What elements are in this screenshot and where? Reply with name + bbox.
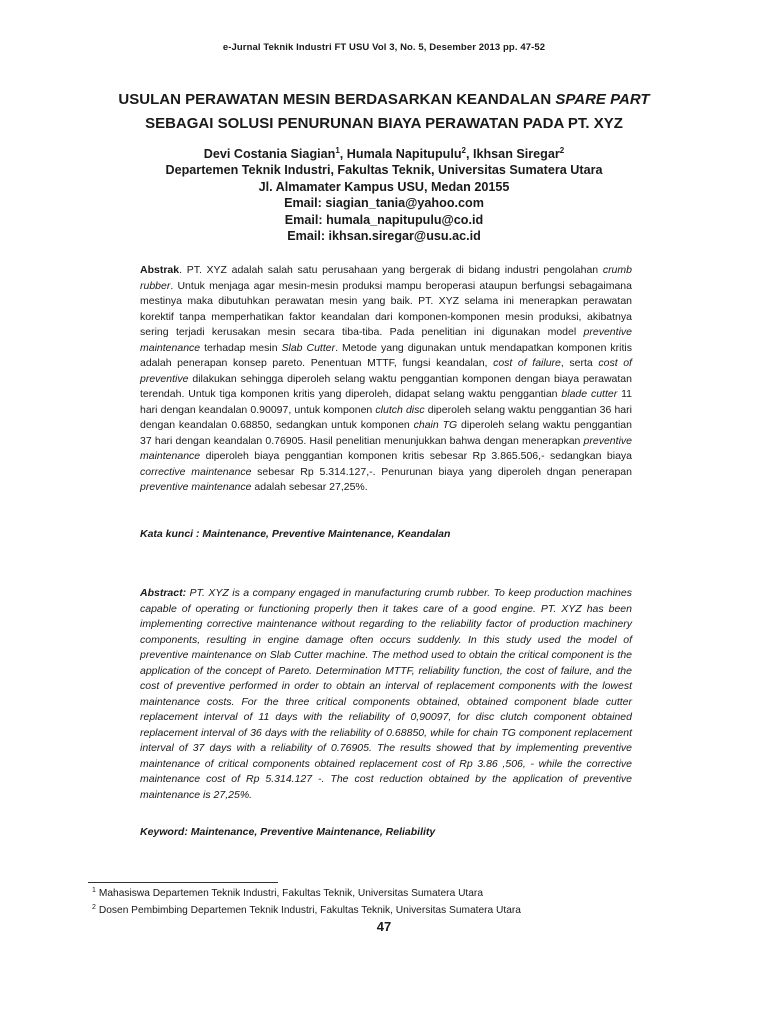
footnote-1-marker: 1	[92, 886, 96, 894]
author-names	[60, 146, 708, 162]
author-3: Ikhsan Siregar	[472, 147, 560, 161]
abstract-id-text: diperoleh biaya penggantian komponen kritis sebesar Rp 3.865.506,- sedangkan biaya	[200, 450, 632, 462]
keywords-indonesian: Kata kunci : Maintenance, Preventive Maintenance, Keandalan	[140, 528, 451, 540]
abstract-id-italic: corrective maintenance	[140, 465, 252, 478]
author-block	[60, 146, 708, 244]
author-sep: ,	[339, 147, 347, 161]
abstract-en-lead: Abstract:	[140, 587, 187, 599]
abstract-id-text: diperoleh selang waktu penggantian 36 hari dengan keandalan 0.68850, sedangkan untuk komponen	[140, 403, 632, 431]
footnote-divider	[88, 882, 278, 883]
keywords-en-text: : Maintenance, Preventive Maintenance, Reliability	[184, 826, 436, 838]
abstract-id-text: , serta	[560, 357, 599, 369]
footnote-2	[92, 905, 521, 916]
abstract-id-italic: preventive maintenance	[140, 326, 632, 354]
abstract-id-text: . Metode yang digunakan untuk mendapatkan komponen kritis adalah penerapan konsep pareto. Penentuan MTTF, fungsi keandalan,	[140, 341, 632, 369]
email-1: Email: siagian_tania@yahoo.com	[284, 196, 484, 211]
address: Jl. Almamater Kampus USU, Medan 20155	[258, 179, 510, 194]
title-line-1	[118, 91, 649, 108]
abstract-id-text: . Untuk menjaga agar mesin-mesin produksi mampu beroperasi ataupun berfungsi sebagaimana mestinya maka dibutuhkan perawatan mesin yang baik. PT. XYZ selama ini menerapkan perawatan korektif tanpa memperhatikan faktor keandalan dari komponen-komponen mesin produksi, akibatnya sering terjadi kerusakan mesin secara tiba-tiba. Pada penelitian ini digunakan model	[140, 279, 632, 338]
author-2-sup: 2	[461, 145, 466, 155]
abstract-id-italic: blade cutter	[561, 388, 618, 400]
abstract-id-italic: preventive maintenance	[140, 434, 632, 462]
footnote-2-marker: 2	[92, 903, 96, 911]
abstract-id-text: . PT. XYZ adalah salah satu perusahaan yang bergerak di bidang industri pengolahan	[179, 264, 603, 276]
email-3: Email: ikhsan.siregar@usu.ac.id	[287, 228, 481, 243]
abstract-id-italic: crumb rubber	[140, 264, 632, 292]
keywords-en-lead: Keyword	[140, 826, 185, 838]
author-2: Humala Napitupulu	[346, 147, 462, 161]
abstract-indonesian	[140, 263, 632, 496]
author-1-sup: 1	[335, 145, 340, 155]
abstract-id-text: dilakukan sehingga diperoleh selang waktu penggantian komponen dengan biaya perawatan terendah. Untuk tiga komponen kritis yang diperoleh, didapat selang waktu penggantian	[140, 372, 632, 400]
abstract-id-italic: cost of failure	[493, 357, 561, 369]
abstract-id-italic: Slab Cutter	[281, 341, 336, 354]
abstract-id-text: sebesar Rp 5.314.127,-. Penurunan biaya yang diperoleh dngan penerapan	[251, 465, 632, 478]
author-3-sup: 2	[559, 145, 565, 155]
abstract-id-italic: chain TG	[413, 419, 458, 431]
abstract-id-text: diperoleh selang waktu penggantian 37 hari dengan keandalan 0.76905. Hasil penelitian menunjukkan bahwa dengan menerapkan	[140, 419, 632, 447]
author-1: Devi Costania Siagian	[203, 147, 336, 161]
title-line-1-italic: SPARE PART	[555, 91, 650, 108]
abstract-id-italic: cost of preventive	[140, 357, 632, 385]
abstract-id-text: terhadap mesin	[200, 341, 282, 354]
abstract-id-text: adalah sebesar 27,25%.	[251, 481, 368, 493]
title-line-1-plain: USULAN PERAWATAN MESIN BERDASARKAN KEANDALAN	[118, 91, 556, 108]
abstract-id-italic: preventive maintenance	[140, 481, 252, 493]
abstract-id-lead: Abstrak	[140, 264, 180, 276]
footnote-2-text: Dosen Pembimbing Departemen Teknik Industri, Fakultas Teknik, Universitas Sumatera Utara	[98, 905, 521, 916]
abstract-id-italic: clutch disc	[375, 403, 425, 416]
footnote-1	[92, 888, 483, 899]
author-sep: ,	[465, 147, 473, 161]
footnote-1-text: Mahasiswa Departemen Teknik Industri, Fakultas Teknik, Universitas Sumatera Utara	[98, 888, 483, 899]
keywords-english	[140, 826, 435, 838]
paper-title	[60, 88, 708, 136]
title-line-2: SEBAGAI SOLUSI PENURUNAN BIAYA PERAWATAN PADA PT. XYZ	[145, 115, 623, 132]
abstract-en-text: PT. XYZ is a company engaged in manufacturing crumb rubber. To keep production machines capable of operating or functioning properly then it takes care of a good engine. PT. XYZ has been implementing corrective maintenance without regarding to the reliability factor of production machinery components, resulting in engine damage often occurs suddenly. In this study used the model of preventive maintenance on Slab Cutter machine. The method used to obtain the critical component is the application of the concept of Pareto. Determination MTTF, reliability function, the cost of failure, and the cost of preventive performed in order to obtain an interval of replacement components with the lowest maintenance costs. For the three critical components obtained, obtained component blade cutter replacement interval of 11 days with the reliability of 0,90097, for disc clutch component obtained replacement interval of 36 days with the reliability of 0.68850, while for chain TG component replacement interval of 37 days with a reliability of 0.76905. The results showed that by implementing preventive maintenance of critical components obtained replacement cost of Rp 3.86 ,506, - while the corrective maintenance cost of Rp 5.314.127 -. The cost reduction obtained by the application of preventive maintenance is 27,25%.	[140, 587, 632, 801]
page-number: 47	[376, 919, 392, 934]
journal-header: e-Jurnal Teknik Industri FT USU Vol 3, No. 5, Desember 2013 pp. 47-52	[222, 42, 546, 53]
email-2: Email: humala_napitupulu@co.id	[284, 212, 484, 227]
affiliation: Departemen Teknik Industri, Fakultas Teknik, Universitas Sumatera Utara	[165, 163, 603, 178]
abstract-id-text: 11 hari dengan keandalan 0.90097, untuk komponen	[140, 388, 632, 416]
abstract-english	[140, 586, 632, 803]
